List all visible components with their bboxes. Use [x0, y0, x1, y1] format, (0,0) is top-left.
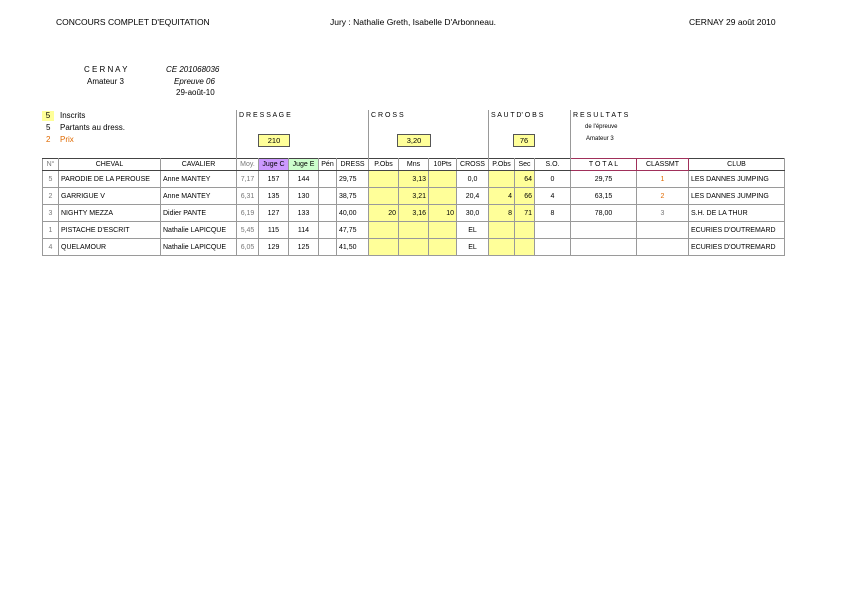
pen-cell [319, 205, 337, 222]
col-saut-pobs: P.Obs [489, 159, 515, 171]
cross-cell: EL [457, 222, 489, 239]
so-cell [535, 222, 571, 239]
sec-cell: 71 [515, 205, 535, 222]
dress-cell: 29,75 [337, 171, 369, 188]
dressage-max-box: 210 [258, 134, 290, 147]
moy-cell: 6,31 [237, 188, 259, 205]
cross-pobs-cell [369, 188, 399, 205]
event-date: 29-août-10 [176, 88, 215, 97]
document-title: CONCOURS COMPLET D'EQUITATION [56, 17, 210, 27]
pen-cell [319, 171, 337, 188]
col-club: CLUB [689, 159, 785, 171]
cavalier-cell: Didier PANTE [161, 205, 237, 222]
resultats-separator [570, 110, 571, 158]
mns-cell: 3,21 [399, 188, 429, 205]
total-cell: 63,15 [571, 188, 637, 205]
resultats-heading: R E S U L T A T S [573, 112, 629, 119]
saut-pobs-cell [489, 222, 515, 239]
moy-cell: 5,45 [237, 222, 259, 239]
col-cross: CROSS [457, 159, 489, 171]
juge-e-cell: 133 [289, 205, 319, 222]
pen-cell [319, 188, 337, 205]
row-number: 4 [43, 239, 59, 256]
so-cell [535, 239, 571, 256]
juge-c-cell: 127 [259, 205, 289, 222]
col-so: S.O. [535, 159, 571, 171]
total-cell: 29,75 [571, 171, 637, 188]
resultats-sub2: Amateur 3 [586, 136, 614, 142]
cheval-cell: QUELAMOUR [59, 239, 161, 256]
classement-cell: 2 [637, 188, 689, 205]
table-row [43, 222, 785, 239]
total-cell [571, 222, 637, 239]
sec-cell [515, 222, 535, 239]
juge-c-cell: 115 [259, 222, 289, 239]
cross-cell: 20,4 [457, 188, 489, 205]
cross-pobs-cell: 20 [369, 205, 399, 222]
pen-cell [319, 239, 337, 256]
classement-cell [637, 222, 689, 239]
sec-cell: 66 [515, 188, 535, 205]
cross-cell: 0,0 [457, 171, 489, 188]
total-cell [571, 239, 637, 256]
total-cell: 78,00 [571, 205, 637, 222]
moy-cell: 7,17 [237, 171, 259, 188]
col-10pts: 10Pts [429, 159, 457, 171]
dressage-separator [236, 110, 237, 158]
row-number: 1 [43, 222, 59, 239]
cavalier-cell: Anne MANTEY [161, 171, 237, 188]
club-cell: LES DANNES JUMPING [689, 171, 785, 188]
juge-e-cell: 144 [289, 171, 319, 188]
cross-cell: 30,0 [457, 205, 489, 222]
cross-cell: EL [457, 239, 489, 256]
classement-cell: 1 [637, 171, 689, 188]
resultats-sub1: de l'épreuve [585, 124, 618, 130]
saut-time-box: 76 [513, 134, 535, 147]
moy-cell: 6,05 [237, 239, 259, 256]
saut-separator [488, 110, 489, 158]
table-row [43, 171, 785, 188]
cross-time-box: 3,20 [397, 134, 431, 147]
table-header-row [43, 159, 785, 171]
mns-cell [399, 222, 429, 239]
saut-pobs-cell: 8 [489, 205, 515, 222]
row-number: 3 [43, 205, 59, 222]
col-juge-e: Juge E [289, 159, 319, 171]
cheval-cell: NIGHTY MEZZA [59, 205, 161, 222]
so-cell: 4 [535, 188, 571, 205]
event-code: CE 201068036 [166, 65, 220, 74]
col-cross-pobs: P.Obs [369, 159, 399, 171]
place-date: CERNAY 29 août 2010 [689, 17, 776, 27]
club-cell: ECURIES D'OUTREMARD [689, 222, 785, 239]
col-mns: Mns [399, 159, 429, 171]
dress-cell: 40,00 [337, 205, 369, 222]
cavalier-cell: Nathalie LAPICQUE [161, 239, 237, 256]
col-dress: DRESS [337, 159, 369, 171]
cavalier-cell: Nathalie LAPICQUE [161, 222, 237, 239]
club-cell: LES DANNES JUMPING [689, 188, 785, 205]
table-row [43, 188, 785, 205]
juge-e-cell: 130 [289, 188, 319, 205]
moy-cell: 6,19 [237, 205, 259, 222]
pts10-cell [429, 239, 457, 256]
mns-cell [399, 239, 429, 256]
jury-line: Jury : Nathalie Greth, Isabelle D'Arbonneau. [330, 17, 497, 27]
mns-cell: 3,13 [399, 171, 429, 188]
event-level: Amateur 3 [87, 77, 124, 86]
row-number: 2 [43, 188, 59, 205]
pts10-cell [429, 222, 457, 239]
partants-label: Partants au dress. [60, 123, 125, 132]
inscrits-count: 5 [42, 111, 54, 121]
dress-cell: 41,50 [337, 239, 369, 256]
cross-heading: C R O S S [371, 112, 404, 119]
cross-pobs-cell [369, 239, 399, 256]
dress-cell: 38,75 [337, 188, 369, 205]
cavalier-cell: Anne MANTEY [161, 188, 237, 205]
saut-pobs-cell [489, 171, 515, 188]
pts10-cell [429, 171, 457, 188]
saut-pobs-cell: 4 [489, 188, 515, 205]
col-sec: Sec [515, 159, 535, 171]
col-classement: CLASSMT [637, 159, 689, 171]
col-number: N° [43, 159, 59, 171]
cross-pobs-cell [369, 171, 399, 188]
pts10-cell [429, 188, 457, 205]
prix-label: Prix [60, 135, 74, 144]
juge-e-cell: 125 [289, 239, 319, 256]
so-cell: 0 [535, 171, 571, 188]
sec-cell: 64 [515, 171, 535, 188]
classement-cell: 3 [637, 205, 689, 222]
inscrits-label: Inscrits [60, 111, 86, 120]
juge-c-cell: 135 [259, 188, 289, 205]
event-place: C E R N A Y [84, 65, 128, 74]
pts10-cell: 10 [429, 205, 457, 222]
col-moy: Moy. [237, 159, 259, 171]
table-row [43, 239, 785, 256]
row-number: 5 [43, 171, 59, 188]
pen-cell [319, 222, 337, 239]
saut-heading: S A U T D' O B S [491, 112, 544, 119]
event-epreuve: Epreuve 06 [174, 77, 215, 86]
dress-cell: 47,75 [337, 222, 369, 239]
juge-e-cell: 114 [289, 222, 319, 239]
cross-pobs-cell [369, 222, 399, 239]
cross-separator [368, 110, 369, 158]
cheval-cell: PARODIE DE LA PEROUSE [59, 171, 161, 188]
prix-count: 2 [46, 135, 51, 144]
table-row [43, 205, 785, 222]
col-juge-c: Juge C [259, 159, 289, 171]
partants-count: 5 [46, 123, 51, 132]
cheval-cell: GARRIGUE V [59, 188, 161, 205]
col-cheval: CHEVAL [59, 159, 161, 171]
so-cell: 8 [535, 205, 571, 222]
club-cell: S.H. DE LA THUR [689, 205, 785, 222]
results-table [42, 158, 785, 256]
classement-cell [637, 239, 689, 256]
club-cell: ECURIES D'OUTREMARD [689, 239, 785, 256]
juge-c-cell: 129 [259, 239, 289, 256]
juge-c-cell: 157 [259, 171, 289, 188]
sec-cell [515, 239, 535, 256]
col-total: T O T A L [571, 159, 637, 171]
saut-pobs-cell [489, 239, 515, 256]
cheval-cell: PISTACHE D'ESCRIT [59, 222, 161, 239]
col-pen: Pén [319, 159, 337, 171]
col-cavalier: CAVALIER [161, 159, 237, 171]
dressage-heading: D R E S S A G E [239, 112, 291, 119]
mns-cell: 3,16 [399, 205, 429, 222]
